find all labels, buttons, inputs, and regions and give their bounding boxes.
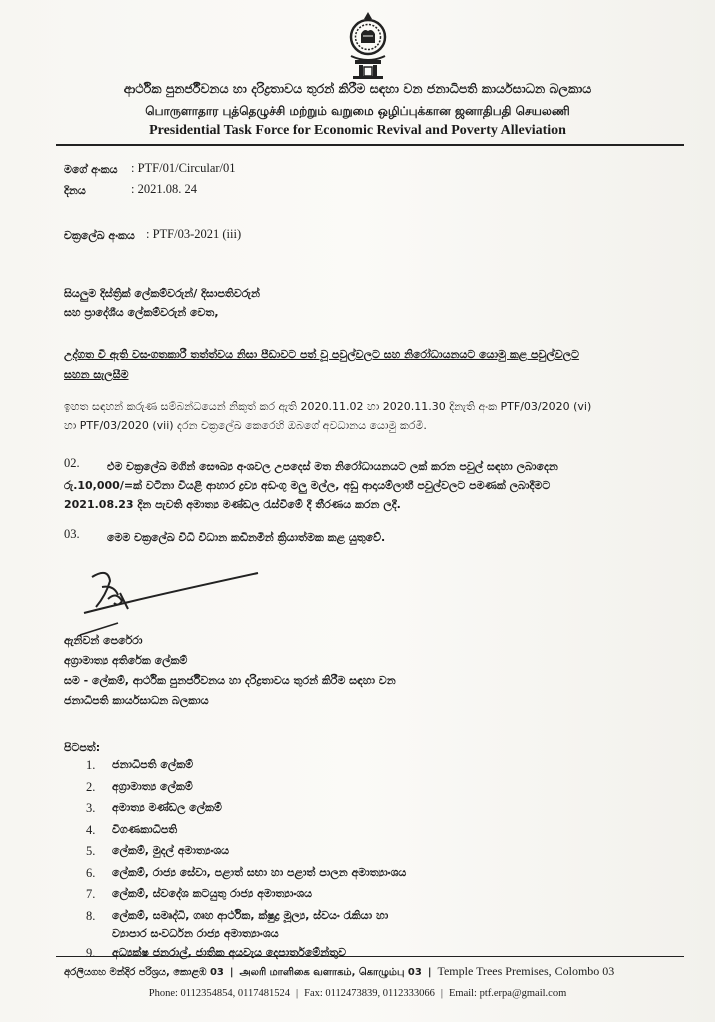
footer-address: අරලියගහ මන්දිර පරිශ්‍රය, කොළඹ 03 | அலரி மாளிகை வளாகம், கொழும்பு 03 | Temple Trees Premises, Colombo 03 <box>64 964 615 978</box>
circular-number-label: චක්‍රලේඛ අංකය <box>64 229 135 242</box>
date-value: : 2021.08. 24 <box>131 182 197 196</box>
footer-phone: Phone: 0112354854, 0117481524 <box>148 988 290 999</box>
my-number-value: : PTF/01/Circular/01 <box>131 161 236 175</box>
header-divider <box>56 144 684 146</box>
my-number-label: මගේ අංකය <box>64 163 118 176</box>
list-item: 7. ලේකම්, ස්වදේශ කටයුතු රාජ්‍ය අමාත්‍යාංශය <box>86 887 313 901</box>
circular-number-value: : PTF/03-2021 (iii) <box>146 227 242 241</box>
copies-label: පිටපත්: <box>64 741 101 754</box>
header-title-tamil: பொருளாதார புத்தெழுச்சி மற்றும் வறுமை ஒழிப்புக்கான ஜனாதிபதி செயலணி <box>145 104 570 118</box>
footer-fax: Fax: 0112473839, 0112333066 <box>304 988 435 999</box>
list-item: 3. අමාත්‍ය මණ්ඩල ලේකම් <box>86 801 222 815</box>
footer-address-sinhala: අරලියගහ මන්දිර පරිශ්‍රය, කොළඹ 03 <box>64 967 224 978</box>
para2-line-1: එම චක්‍රලේඛ මගින් සෞඛ්‍ය අංශවල උපදෙස් මත නිරෝධායනයට ලක් කරන පවුල් සඳහා ලබාදෙන <box>107 460 558 473</box>
footer-address-english: Temple Trees Premises, Colombo 03 <box>437 964 615 978</box>
addressee-line-1: සියලුම දිස්ත්‍රික් ලේකම්වරුන්/ දිසාපතිවරුන් <box>64 287 260 300</box>
footer-email: Email: ptf.erpa@gmail.com <box>448 988 567 999</box>
list-item: 1. ජනාධිපති ලේකම් <box>86 758 194 772</box>
para3-number: 03. <box>64 527 80 541</box>
footer-address-tamil: அலரி மாளிகை வளாகம், கொழும்பு 03 <box>239 967 422 978</box>
signatory-title-3: ජනාධිපති කාර්යසාධන බලකාය <box>64 694 209 707</box>
intro-line-2: හා PTF/03/2020 (vii) දරන චක්‍රලේඛ කෙරෙහි ඔබගේ අවධානය යොමු කරමි. <box>64 419 427 432</box>
intro-line-1: ඉහත සඳහන් කරුණ සම්බන්ධයෙන් නිකුත් කර ඇති 2020.11.02 හා 2020.11.30 දිනැති අංක PTF/03/2020 (vi) <box>64 400 592 413</box>
list-item: 6. ලේකම්, රාජ්‍ය සේවා, පළාත් සභා හා පළාත් පාලන අමාත්‍යාංශය <box>86 865 407 880</box>
para2-line-2: රු.10,000/=ක් වටිනා වියළි ආහාර ද්‍රව්‍ය අඩංගු මලු මල්ල, අඩු ආදායම්ලාභී පවුල්වලට පමණක් ලබාදීමට <box>64 479 551 492</box>
subject-line-1: උද්ගත වී ඇති වසංගතකාරී තත්ත්වය නිසා පීඩාවට පත් වූ පවුල්වලට සහ නිරෝධායනයට යොමු කළ පවුල්වලට <box>64 348 579 361</box>
signatory-title-2: සම - ලේකම්, ආර්ථික පුනර්ජීවනය හා දරිද්‍රතාවය තුරන් කිරීම සඳහා වන <box>64 674 396 687</box>
signatory-name: ඇනිවන් පෙරේරා <box>64 634 143 647</box>
list-item: 9. අධ්‍යක්ෂ ජනරාල්, ජාතික අයවැය දෙපාර්තමේන්තුව <box>86 945 346 960</box>
list-item: 8. ලේකම්, සමෘද්ධි, ගෘහ ආර්ථික, ක්ෂුද්‍ර මූල්‍ය, ස්වයං රැකියා හා ව්‍යාපාර සංවර්ධන රාජ්‍ය අමාත්‍යාංශය <box>86 908 389 940</box>
list-item: 5. ලේකම්, මුදල් අමාත්‍යංශය <box>86 844 230 858</box>
date-label: දිනය <box>64 184 86 197</box>
copies-list <box>86 758 646 967</box>
signature-icon <box>78 565 268 640</box>
header-title-english: Presidential Task Force for Economic Revival and Poverty Alleviation <box>149 123 566 138</box>
footer-contact: Phone: 0112354854, 0117481524 | Fax: 0112473839, 0112333066 | Email: ptf.erpa@gmail.com <box>148 988 567 999</box>
header-title-sinhala: ආර්ථික පුනර්ජීවනය හා දරිද්‍රතාවය තුරන් කිරීම සඳහා වන ජනාධිපති කාර්යසාධන බලකාය <box>123 81 592 96</box>
national-emblem-icon <box>343 10 393 80</box>
subject-line-2: සහන සැලසීම <box>64 368 129 381</box>
footer-divider <box>56 956 684 957</box>
addressee-line-2: සහ ප්‍රාදේශීය ලේකම්වරුන් වෙත, <box>64 306 219 319</box>
para3-text: මෙම චක්‍රලේඛ විධි විධාන කඩිනමින් ක්‍රියාත්මක කළ යුතුවේ. <box>107 531 386 544</box>
list-item: 4. විගණකාධිපති <box>86 822 178 837</box>
list-item: 2. අග්‍රාමාත්‍ය ලේකම් <box>86 779 193 794</box>
para2-number: 02. <box>64 456 80 470</box>
para2-line-3: 2021.08.23 දින පැවති අමාත්‍ය මණ්ඩල රැස්වීමේ දී තීරණය කරන ලදී. <box>64 498 401 511</box>
signatory-title-1: අග්‍රාමාත්‍ය අතිරේක ලේකම් <box>64 654 188 667</box>
